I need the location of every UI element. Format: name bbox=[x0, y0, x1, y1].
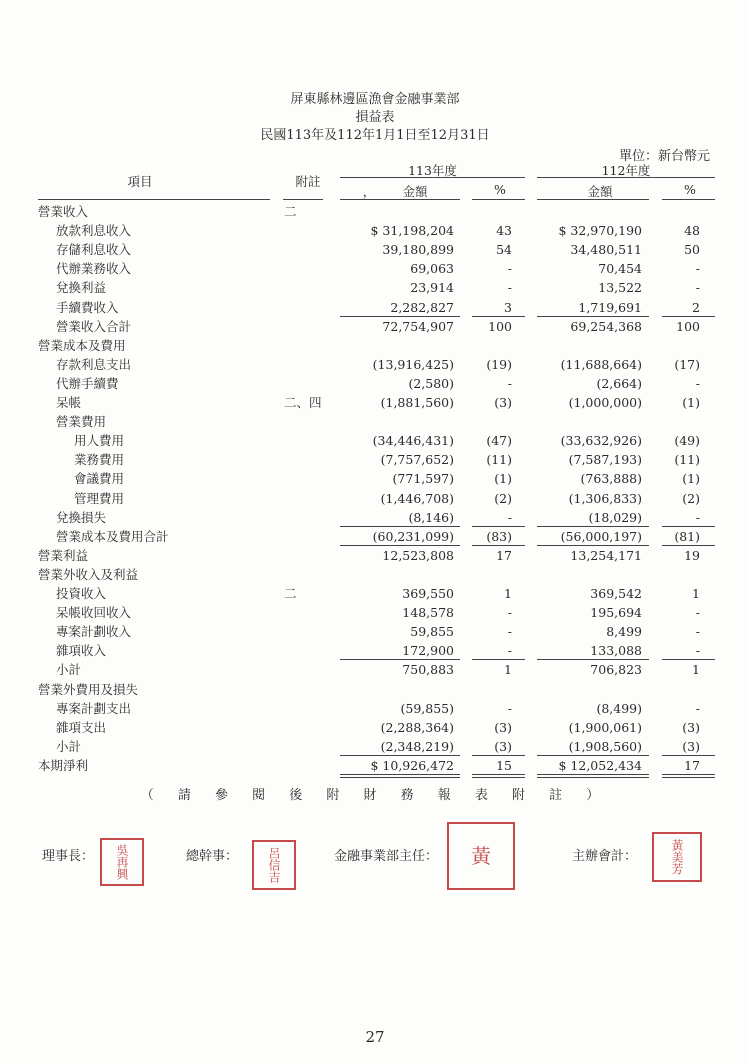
amount-112: (1,908,560) bbox=[568, 738, 642, 754]
row-label: 營業費用 bbox=[56, 414, 107, 430]
currency-unit: 單位：新台幣元 bbox=[618, 149, 710, 164]
amount-112: 69,254,368 bbox=[570, 318, 642, 334]
total-rule bbox=[472, 545, 525, 546]
total-rule bbox=[472, 774, 525, 775]
column-item: 項目 bbox=[127, 174, 153, 189]
seal-text: 黃美芳 bbox=[670, 839, 684, 875]
amount-113: 172,900 bbox=[402, 643, 454, 659]
row-label: 呆帳 bbox=[56, 395, 82, 410]
table-row bbox=[0, 412, 750, 431]
table-row bbox=[0, 584, 750, 603]
table-row bbox=[0, 756, 750, 775]
statement-period: 民國113年及112年1月1日至12月31日 bbox=[260, 128, 490, 143]
row-label: 營業收入 bbox=[38, 204, 89, 219]
column-pct-112: % bbox=[684, 182, 696, 197]
table-row bbox=[0, 393, 750, 412]
amount-113: (2,348,219) bbox=[380, 738, 454, 754]
pct-112: (2) bbox=[682, 490, 700, 506]
table-row bbox=[0, 737, 750, 756]
pct-113: - bbox=[507, 643, 512, 659]
row-label: 本期淨利 bbox=[38, 757, 89, 773]
row-label: 雜項支出 bbox=[56, 719, 107, 735]
pct-112: - bbox=[695, 624, 700, 640]
seal-text: 吳再興 bbox=[115, 844, 129, 880]
pct-112: - bbox=[695, 280, 700, 296]
pct-113: 54 bbox=[496, 242, 512, 258]
pct-113: (3) bbox=[494, 395, 512, 410]
page-number: 27 bbox=[365, 1028, 385, 1046]
row-label: 雜項收入 bbox=[56, 643, 107, 659]
finance-director-seal bbox=[447, 822, 515, 890]
total-rule bbox=[662, 777, 715, 778]
pct-112: 19 bbox=[684, 547, 700, 563]
pct-112: (49) bbox=[674, 433, 700, 449]
row-label: 營業外費用及損失 bbox=[38, 681, 139, 697]
row-label: 代辦手續費 bbox=[56, 375, 119, 391]
pct-113: (1) bbox=[494, 471, 512, 487]
amount-113: 148,578 bbox=[402, 605, 454, 621]
pct-113: 3 bbox=[504, 299, 512, 315]
amount-113: 39,180,899 bbox=[382, 242, 454, 258]
amount-113: 2,282,827 bbox=[390, 299, 454, 315]
pct-113: - bbox=[507, 605, 512, 621]
table-row bbox=[0, 680, 750, 699]
amount-112: (1,900,061) bbox=[568, 719, 642, 735]
amount-112: (1,306,833) bbox=[568, 490, 642, 506]
row-note: 二、四 bbox=[284, 395, 322, 410]
amount-113: 369,550 bbox=[402, 586, 454, 601]
column-year-113: 113年度 bbox=[408, 163, 457, 178]
amount-112: (7,587,193) bbox=[568, 452, 642, 468]
amount-112: (11,688,664) bbox=[560, 356, 642, 372]
amount-113: 750,883 bbox=[402, 662, 454, 678]
pct-112: - bbox=[695, 700, 700, 716]
amount-112: 1,719,691 bbox=[578, 299, 642, 315]
amount-112: 34,480,511 bbox=[570, 242, 642, 258]
pct-113: - bbox=[507, 375, 512, 391]
total-rule bbox=[537, 316, 649, 317]
total-rule bbox=[662, 526, 715, 527]
table-row bbox=[0, 718, 750, 737]
pct-113: (83) bbox=[486, 528, 512, 544]
general-manager-seal bbox=[252, 840, 296, 890]
pct-112: (81) bbox=[674, 528, 700, 544]
pct-112: - bbox=[695, 375, 700, 391]
pct-113: 1 bbox=[504, 662, 512, 678]
total-rule bbox=[537, 774, 649, 775]
statement-title: 損益表 bbox=[355, 110, 395, 125]
amount-112: $ 32,970,190 bbox=[558, 223, 642, 239]
amount-113: (1,881,560) bbox=[380, 395, 454, 410]
year-112-rule bbox=[537, 177, 715, 178]
amount-112: (1,000,000) bbox=[568, 395, 642, 410]
total-rule bbox=[340, 755, 460, 756]
pct-112: (1) bbox=[682, 395, 700, 410]
amount-113: (2,288,364) bbox=[380, 719, 454, 735]
table-row bbox=[0, 259, 750, 278]
table-row bbox=[0, 603, 750, 622]
amount-113: (13,916,425) bbox=[372, 356, 454, 372]
row-label: 用人費用 bbox=[74, 433, 125, 449]
pct-112: (1) bbox=[682, 471, 700, 487]
row-label: 營業成本及費用 bbox=[38, 337, 126, 353]
total-rule bbox=[472, 659, 525, 660]
table-row bbox=[0, 336, 750, 355]
row-label: 兌換損失 bbox=[56, 509, 107, 525]
total-rule bbox=[472, 755, 525, 756]
total-rule bbox=[340, 777, 460, 778]
total-rule bbox=[340, 526, 460, 527]
row-label: 會議費用 bbox=[74, 471, 125, 487]
year-113-rule bbox=[340, 177, 525, 178]
pct-112: 1 bbox=[692, 662, 700, 678]
amount-112: (2,664) bbox=[596, 375, 642, 391]
total-rule bbox=[662, 755, 715, 756]
row-label: 投資收入 bbox=[56, 586, 107, 601]
pct-113: 100 bbox=[488, 318, 512, 334]
pct-113: - bbox=[507, 700, 512, 716]
header-rule bbox=[38, 199, 270, 200]
row-label: 放款利息收入 bbox=[56, 223, 132, 239]
header-rule bbox=[537, 199, 649, 200]
column-pct-113: % bbox=[494, 182, 506, 197]
table-row bbox=[0, 622, 750, 641]
table-row bbox=[0, 278, 750, 297]
row-label: 存儲利息收入 bbox=[56, 242, 132, 258]
table-row bbox=[0, 298, 750, 317]
column-note: 附註 bbox=[295, 174, 321, 189]
column-year-112: 112年度 bbox=[601, 163, 651, 178]
pct-113: 15 bbox=[496, 757, 512, 773]
table-row bbox=[0, 469, 750, 488]
signature-accountant: 主辦會計： bbox=[572, 849, 638, 864]
pct-113: - bbox=[507, 624, 512, 640]
pct-112: - bbox=[695, 509, 700, 525]
amount-113: (59,855) bbox=[400, 700, 454, 716]
total-rule bbox=[662, 545, 715, 546]
pct-112: 1 bbox=[692, 586, 700, 601]
pct-113: 17 bbox=[496, 547, 512, 563]
pct-113: - bbox=[507, 261, 512, 277]
total-rule bbox=[472, 526, 525, 527]
signature-finance-director: 金融事業部主任： bbox=[334, 849, 439, 864]
pct-112: 50 bbox=[684, 242, 700, 258]
table-row bbox=[0, 699, 750, 718]
header-rule bbox=[662, 199, 715, 200]
amount-112: (56,000,197) bbox=[560, 528, 642, 544]
pct-112: - bbox=[695, 643, 700, 659]
row-label: 小計 bbox=[56, 662, 82, 678]
table-row bbox=[0, 489, 750, 508]
pct-112: - bbox=[695, 261, 700, 277]
signature-general-manager: 總幹事： bbox=[186, 849, 239, 864]
header-rule bbox=[340, 199, 460, 200]
amount-113: 69,063 bbox=[410, 261, 454, 277]
table-row bbox=[0, 374, 750, 393]
row-label: 兌換利益 bbox=[56, 280, 107, 296]
row-label: 小計 bbox=[56, 738, 82, 754]
row-label: 營業成本及費用合計 bbox=[56, 528, 169, 544]
row-label: 手續費收入 bbox=[56, 299, 119, 315]
amount-112: 70,454 bbox=[598, 261, 642, 277]
amount-112: (33,632,926) bbox=[560, 433, 642, 449]
table-row bbox=[0, 641, 750, 660]
amount-mark: ， bbox=[362, 184, 376, 199]
table-row bbox=[0, 221, 750, 240]
amount-113: 59,855 bbox=[410, 624, 454, 640]
row-label: 代辦業務收入 bbox=[56, 261, 132, 277]
total-rule bbox=[537, 545, 649, 546]
amount-112: 706,823 bbox=[590, 662, 642, 678]
amount-112: 369,542 bbox=[590, 586, 642, 601]
total-rule bbox=[472, 777, 525, 778]
amount-113: $ 10,926,472 bbox=[370, 757, 454, 773]
row-label: 營業利益 bbox=[38, 547, 89, 563]
pct-113: 1 bbox=[504, 586, 512, 601]
pct-112: 2 bbox=[692, 299, 700, 315]
pct-112: (3) bbox=[682, 738, 700, 754]
total-rule bbox=[537, 659, 649, 660]
chairman-seal bbox=[100, 838, 144, 886]
amount-113: (7,757,652) bbox=[380, 452, 454, 468]
total-rule bbox=[537, 526, 649, 527]
accountant-seal bbox=[652, 832, 702, 882]
row-label: 管理費用 bbox=[74, 490, 125, 506]
amount-112: $ 12,052,434 bbox=[558, 757, 642, 773]
pct-112: (17) bbox=[674, 356, 700, 372]
table-row bbox=[0, 660, 750, 679]
table-row bbox=[0, 565, 750, 584]
signature-chairman: 理事長： bbox=[42, 849, 95, 864]
table-row bbox=[0, 546, 750, 565]
amount-112: 13,522 bbox=[598, 280, 642, 296]
table-row bbox=[0, 317, 750, 336]
pct-113: (47) bbox=[486, 433, 512, 449]
row-label: 業務費用 bbox=[74, 452, 125, 468]
amount-112: (763,888) bbox=[580, 471, 642, 487]
amount-112: 8,499 bbox=[606, 624, 642, 640]
row-label: 營業收入合計 bbox=[56, 318, 132, 334]
table-row bbox=[0, 202, 750, 221]
pct-113: (11) bbox=[486, 452, 512, 468]
amount-113: (2,580) bbox=[408, 375, 454, 391]
org-name: 屏東縣林邊區漁會金融事業部 bbox=[290, 92, 460, 107]
amount-112: 13,254,171 bbox=[570, 547, 642, 563]
pct-113: 43 bbox=[496, 223, 512, 239]
header-rule bbox=[472, 199, 525, 200]
row-note: 二 bbox=[284, 586, 297, 601]
amount-112: (18,029) bbox=[588, 509, 642, 525]
total-rule bbox=[662, 774, 715, 775]
pct-113: (19) bbox=[486, 356, 512, 372]
amount-113: 23,914 bbox=[410, 280, 454, 296]
table-row bbox=[0, 240, 750, 259]
amount-112: 133,088 bbox=[590, 643, 642, 659]
seal-text: 呂信吉 bbox=[267, 847, 281, 883]
pct-112: 100 bbox=[676, 318, 700, 334]
amount-113: (8,146) bbox=[408, 509, 454, 525]
pct-113: (3) bbox=[494, 719, 512, 735]
row-label: 存款利息支出 bbox=[56, 356, 132, 372]
table-row bbox=[0, 527, 750, 546]
pct-113: - bbox=[507, 280, 512, 296]
table-row bbox=[0, 508, 750, 527]
total-rule bbox=[537, 755, 649, 756]
table-row bbox=[0, 450, 750, 469]
column-amount-113: 金額 bbox=[402, 184, 428, 199]
total-rule bbox=[472, 316, 525, 317]
amount-113: 72,754,907 bbox=[382, 318, 454, 334]
row-label: 專案計劃收入 bbox=[56, 624, 132, 640]
footer-note: （ 請 參 閱 後 附 財 務 報 表 附 註 ） bbox=[140, 788, 610, 803]
row-label: 專案計劃支出 bbox=[56, 700, 132, 716]
row-note: 二 bbox=[284, 204, 297, 219]
amount-113: $ 31,198,204 bbox=[370, 223, 454, 239]
row-label: 呆帳收回收入 bbox=[56, 605, 132, 621]
pct-113: (3) bbox=[494, 738, 512, 754]
pct-113: (2) bbox=[494, 490, 512, 506]
row-label: 營業外收入及利益 bbox=[38, 566, 139, 582]
pct-112: - bbox=[695, 605, 700, 621]
total-rule bbox=[340, 659, 460, 660]
header-rule bbox=[283, 199, 323, 200]
pct-112: (11) bbox=[674, 452, 700, 468]
amount-113: (34,446,431) bbox=[372, 433, 454, 449]
column-amount-112: 金額 bbox=[587, 184, 613, 199]
total-rule bbox=[537, 777, 649, 778]
table-row bbox=[0, 355, 750, 374]
total-rule bbox=[662, 316, 715, 317]
pct-112: (3) bbox=[682, 719, 700, 735]
total-rule bbox=[340, 545, 460, 546]
amount-113: (60,231,099) bbox=[372, 528, 454, 544]
pct-113: - bbox=[507, 509, 512, 525]
amount-112: 195,694 bbox=[590, 605, 642, 621]
total-rule bbox=[662, 659, 715, 660]
total-rule bbox=[340, 774, 460, 775]
pct-112: 17 bbox=[684, 757, 700, 773]
amount-113: (1,446,708) bbox=[380, 490, 454, 506]
total-rule bbox=[340, 316, 460, 317]
amount-112: (8,499) bbox=[596, 700, 642, 716]
seal-text: 黃 bbox=[471, 844, 491, 868]
amount-113: 12,523,808 bbox=[382, 547, 454, 563]
table-row bbox=[0, 431, 750, 450]
amount-113: (771,597) bbox=[392, 471, 454, 487]
pct-112: 48 bbox=[684, 223, 700, 239]
